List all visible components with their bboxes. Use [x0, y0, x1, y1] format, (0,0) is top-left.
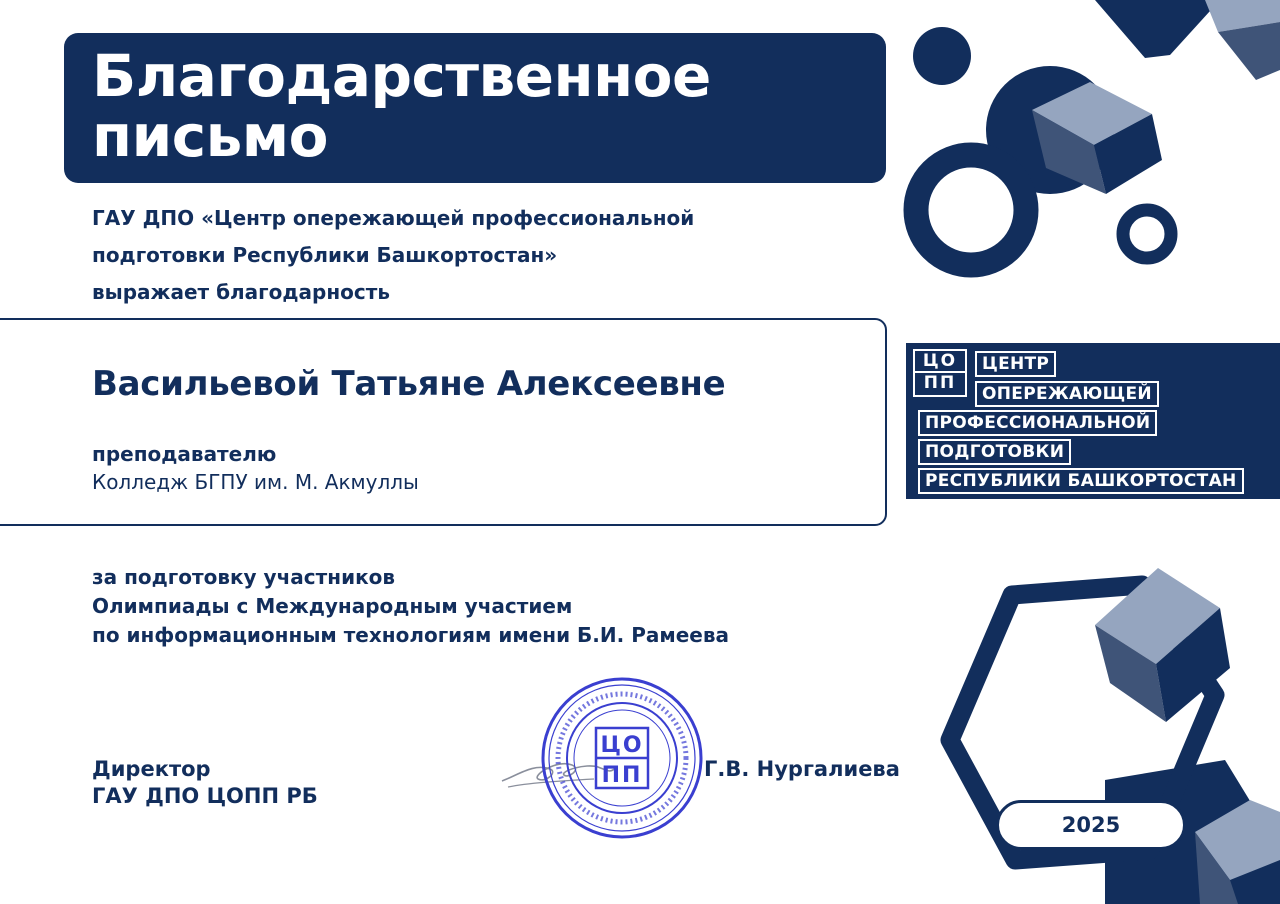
role-line-1: Директор: [92, 757, 211, 781]
small-dot: [913, 27, 971, 85]
org-line-1: ГАУ ДПО «Центр опережающей профессиональной: [92, 206, 695, 230]
title-line-1: Благодарственное: [92, 42, 711, 110]
reason-line-1: за подготовку участников: [92, 565, 396, 589]
recipient-workplace: Колледж БГПУ им. М. Акмуллы: [92, 470, 419, 494]
small-ring: [1123, 210, 1171, 258]
bottom-decoration: [920, 560, 1280, 904]
role-line-2: ГАУ ДПО ЦОПП РБ: [92, 784, 318, 808]
logo-mark: [913, 349, 967, 397]
stamp-mark-top: ЦО: [600, 733, 644, 758]
reason-text: [92, 563, 872, 650]
reason-line-3: по информационным технологиям имени Б.И. Рамеева: [92, 623, 729, 647]
recipient-name: Васильевой Татьяне Алексеевне: [92, 364, 726, 404]
official-stamp: [540, 676, 704, 840]
signatory-role: [92, 756, 318, 810]
ring: [916, 155, 1026, 265]
reason-line-2: Олимпиады с Международным участием: [92, 594, 573, 618]
logo-line-5: РЕСПУБЛИКИ БАШКОРТОСТАН: [918, 468, 1244, 494]
year-badge: 2025: [996, 800, 1186, 850]
page-title: [92, 42, 872, 170]
logo-line-4: ПОДГОТОВКИ: [918, 439, 1071, 465]
recipient-position: преподавателю: [92, 442, 277, 466]
logo-line-2: ОПЕРЕЖАЮЩЕЙ: [975, 381, 1159, 407]
corner-cube-mid: [1218, 22, 1280, 80]
org-line-2: подготовки Республики Башкортостан»: [92, 243, 558, 267]
corner-cube-dark: [1095, 0, 1220, 58]
organization-text: [92, 200, 852, 311]
stamp-mark-bottom: ПП: [601, 763, 643, 788]
logo-line-3: ПРОФЕССИОНАЛЬНОЙ: [918, 410, 1157, 436]
logo-mark-top: ЦО: [915, 351, 965, 373]
logo-mark-bottom: ПП: [923, 373, 957, 393]
org-line-3: выражает благодарность: [92, 280, 390, 304]
top-decoration: [880, 0, 1280, 300]
logo-line-1: ЦЕНТР: [975, 351, 1056, 377]
title-line-2: письмо: [92, 102, 329, 170]
signatory-name: Г.В. Нургалиева: [704, 757, 900, 781]
